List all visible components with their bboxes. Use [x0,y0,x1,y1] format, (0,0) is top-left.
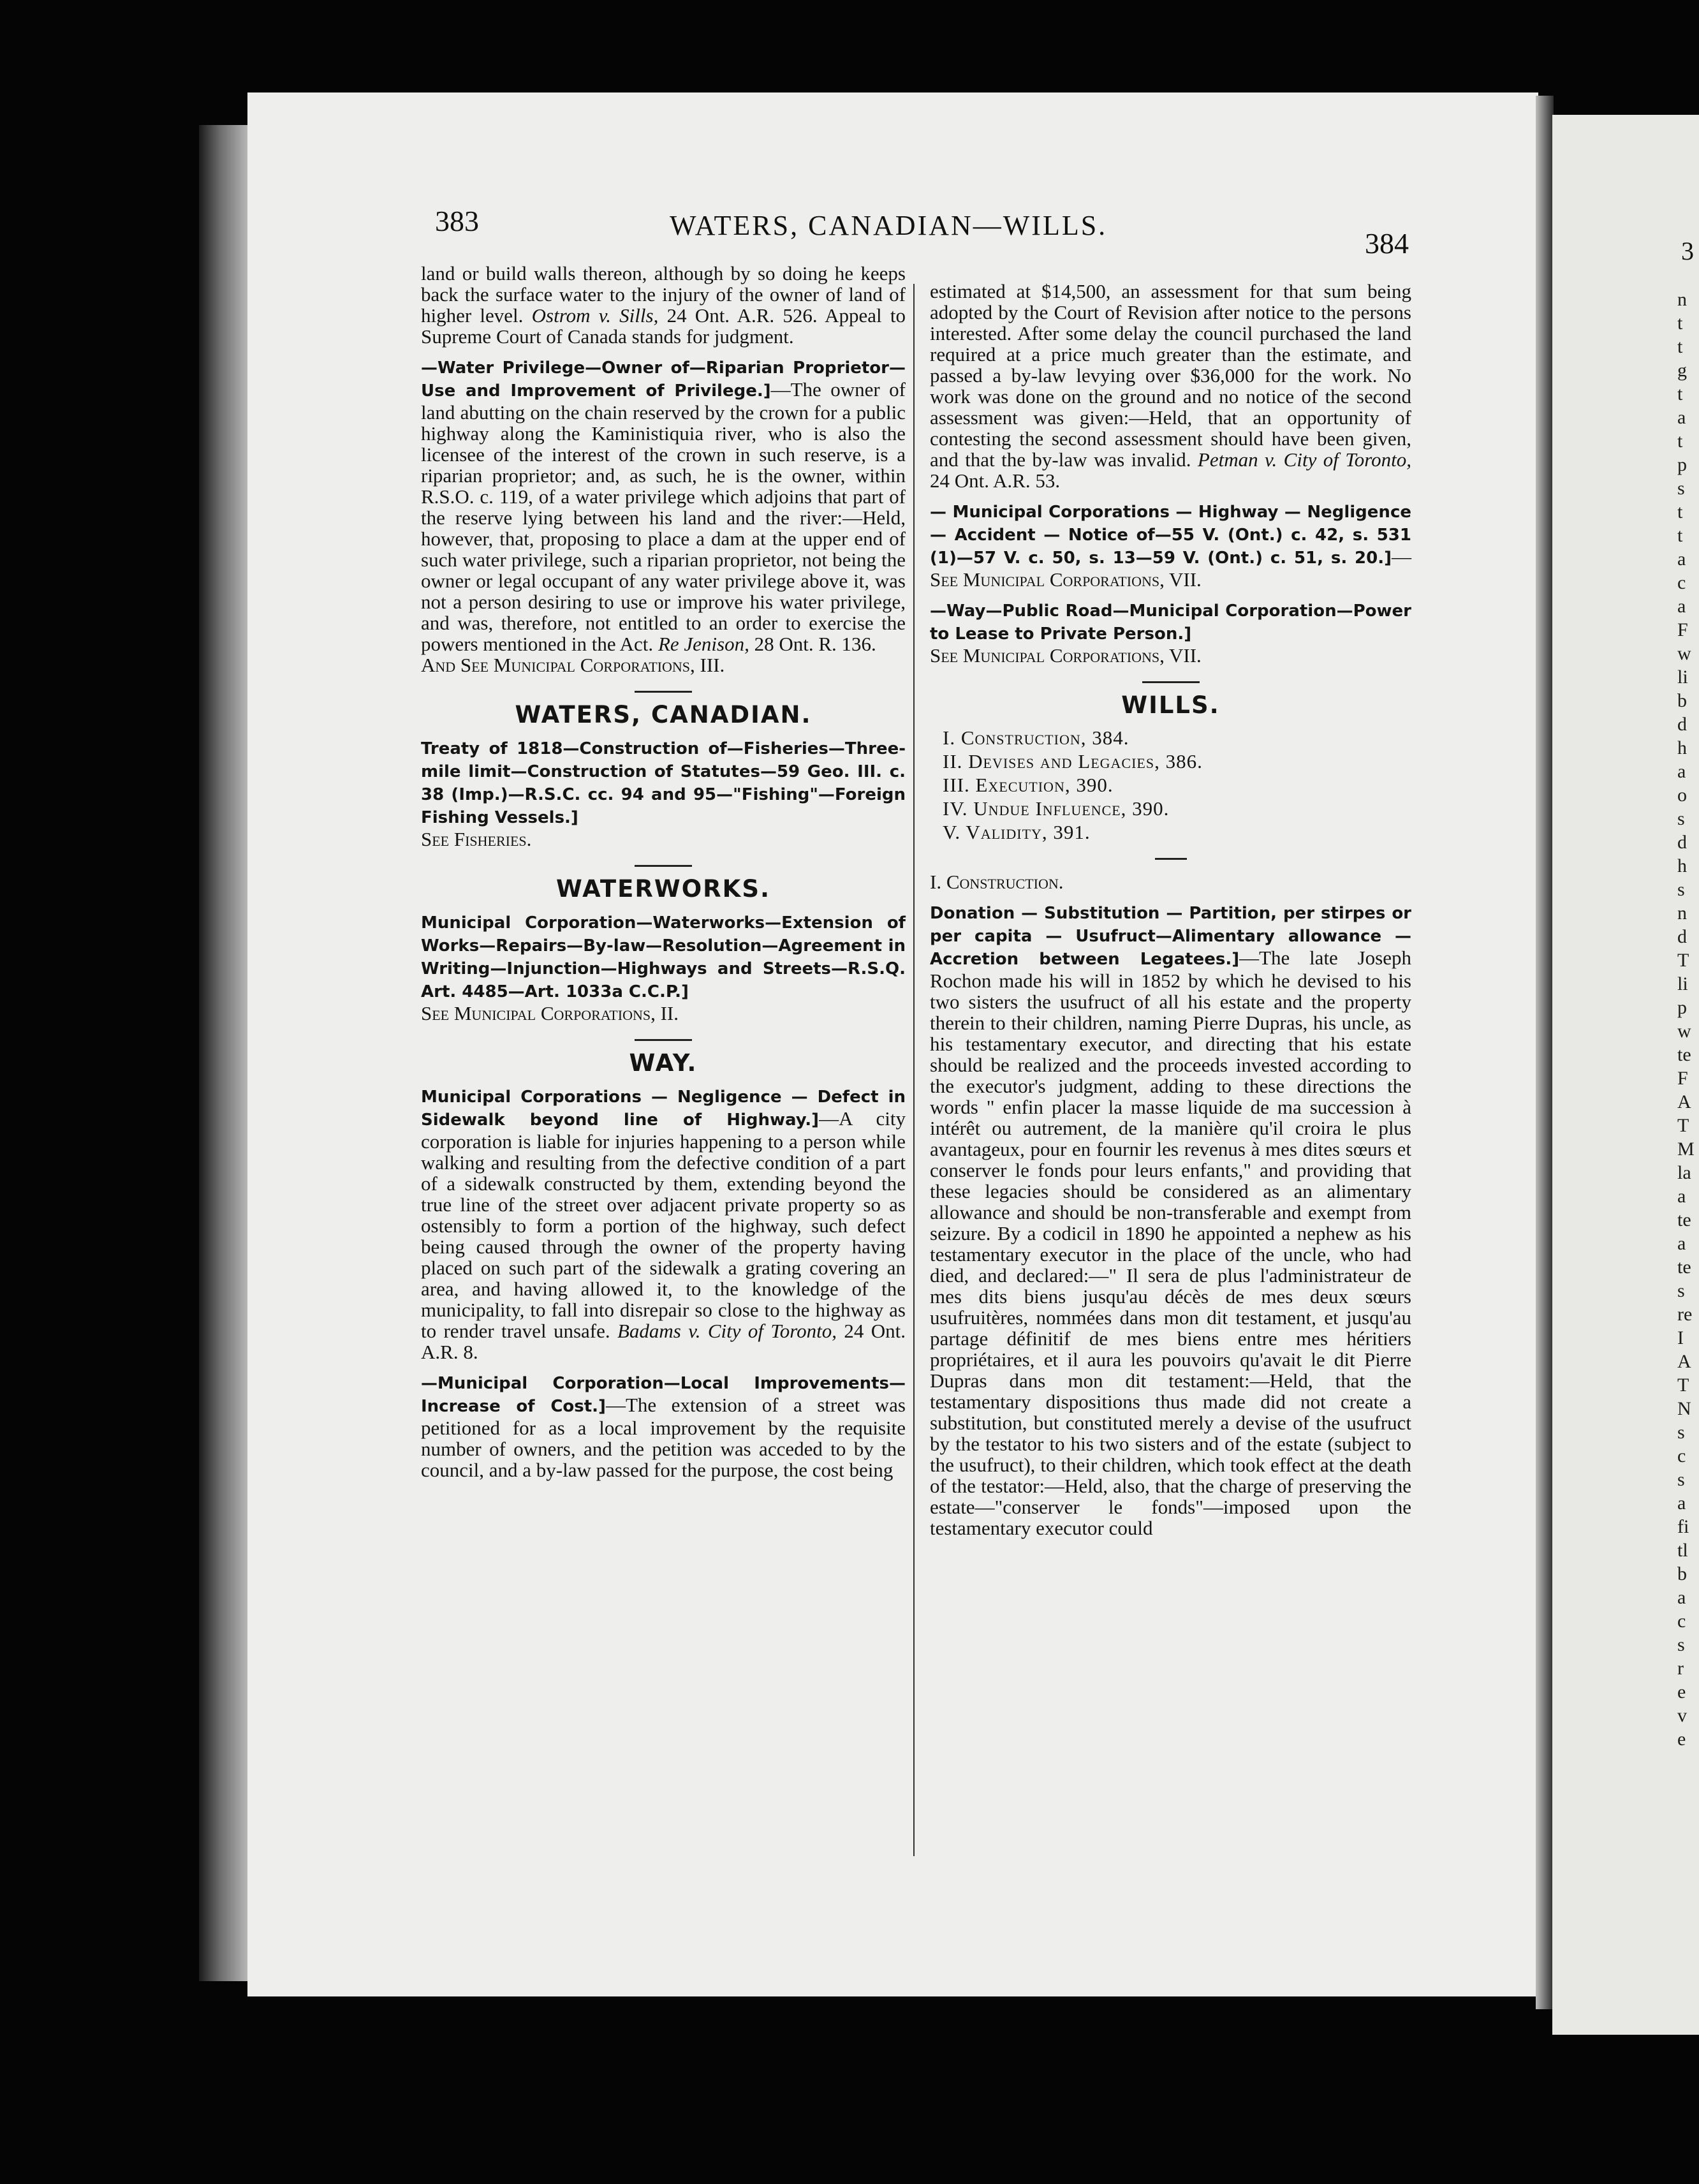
digest-entry-water-privilege [421,356,906,654]
next-page-letter: s [1677,1280,1685,1301]
next-page-letter: a [1677,549,1686,570]
section-rule [635,1039,692,1041]
next-page-letter: s [1677,478,1685,499]
next-page-letter: te [1677,1257,1691,1278]
sub-heading-construction: I. Construction. [930,871,1064,893]
section-rule [635,865,692,867]
entry-text: —A city corporation is liable for injuries happening to a person while walking and resulting from the defective condition of a part of a sidewalk constructed by them, extending beyond the true line of the street over adjacent private property so as ostensibly to form a portion of the highway, such defect being caused through the owner of the property having placed on such part of the sidewalk a grating covering an area, and having allowed it, to the knowledge of the municipality, to fall into disrepair so close to the highway as to render travel unsafe. [421,1107,906,1342]
next-page-letter: tl [1677,1540,1688,1561]
entry-title: Donation — Substitution — Partition, per stirpes or per capita — Usufruct—Alimentary allowance — Accretion between Legatees.] [930,904,1411,969]
next-page-letter: d [1677,926,1687,947]
next-page-letter: te [1677,1044,1691,1065]
next-page-letter: t [1677,501,1683,522]
next-page-letter: F [1677,1068,1688,1089]
next-page-letter: a [1677,1493,1686,1514]
next-page-letter: p [1677,454,1687,475]
right-page-number: 384 [1365,227,1409,260]
next-page-letter: r [1677,1658,1684,1679]
next-page-letter: N [1677,1398,1691,1419]
next-page-letter: li [1677,667,1688,688]
toc-item: I. Construction, 384. [943,727,1129,749]
section-rule [1142,681,1200,683]
next-page-letter: e [1677,1729,1686,1750]
section-rule [635,691,692,693]
next-page-letter: s [1677,879,1685,900]
next-page-letter: T [1677,950,1689,971]
left-page-number: 383 [435,205,479,237]
case-citation: Re Jenison, [658,633,749,655]
next-page-letter: re [1677,1304,1693,1325]
next-page-letter: s [1677,1469,1685,1490]
next-page-letter: w [1677,1021,1691,1042]
digest-entry-sidewalk [421,1085,906,1362]
next-page-letter: A [1677,1091,1691,1112]
entry-text: —The owner of land abutting on the chain reserved by the crown for a public highway along the Kaministiquia river, who is also the licensee of the interest of the crown in such reserve, is a riparian proprietor; and, as such, he is the owner, within R.S.O. c. 119, of a water privilege which adjoins that part of the reserve lying between his land and the river:—Held, however, that, proposing to place a dam at the upper end of such water privilege, such a riparian proprietor, not being the owner or legal occupant of any water privilege above it, was not a person desiring to use or improve his water privilege, and was, therefore, not entitled to an order to exercise the powers mentioned in the Act. [421,378,906,655]
next-page-letter: h [1677,737,1687,758]
next-page-letter: t [1677,383,1683,404]
next-page-letter: te [1677,1209,1691,1230]
next-page-letter: b [1677,1563,1687,1584]
digest-entry-donation [930,901,1411,1538]
cross-reference: See Municipal Corporations, VII. [930,644,1202,667]
next-page-number-fragment: 3 [1681,237,1694,265]
digest-entry-treaty [421,737,906,829]
toc-item: II. Devises and Legacies, 386. [943,750,1203,772]
digest-entry-local-improvements [421,1371,906,1480]
digest-entry-waterworks [421,911,906,1003]
next-page-letter: t [1677,313,1683,334]
paragraph-text: land or build walls thereon, although by so doing he keeps back the surface water to the injury of the owner of land of higher level. [421,262,906,327]
case-citation: Petman v. City of Toronto, [1197,448,1411,471]
next-page-letter: s [1677,1634,1685,1655]
next-page-letter: d [1677,832,1687,853]
next-page-letter: p [1677,997,1687,1018]
next-page-letter: t [1677,431,1683,452]
next-page-letter: M [1677,1139,1695,1160]
next-page-letter: d [1677,714,1687,735]
toc-item: III. Execution, 390. [943,774,1114,796]
next-page-letter: a [1677,1186,1686,1207]
heading-waterworks: WATERWORKS. [555,875,771,903]
wills-table-of-contents [943,727,1411,843]
entry-title: Municipal Corporation—Waterworks—Extension of Works—Repairs—By-law—Resolution—Agreement in Writing—Injunction—Highways and Streets—R.S.Q. Art. 4485—Art. 1033a C.C.P.] [421,913,906,1001]
entry-text: —The extension of a street was petitioned for as a local improvement by the requisite number of owners, and the petition was acceded to by the council, and a by-law passed for the purpose, the cost being [421,1394,906,1481]
heading-way: WAY. [629,1049,698,1077]
cross-reference: And See Municipal Corporations, III. [421,654,725,676]
running-head: WATERS, CANADIAN—WILLS. [670,210,1108,241]
next-page-letter: T [1677,1375,1689,1396]
entry-title: Treaty of 1818—Construction of—Fisheries—Three-mile limit—Construction of Statutes—59 Geo. III. c. 38 (Imp.)—R.S.C. cc. 94 and 95—"Fishing"—Foreign Fishing Vessels.] [421,739,906,827]
next-page-letter: A [1677,1351,1691,1372]
continued-paragraph [930,281,1411,491]
next-page-letter: T [1677,1115,1689,1136]
citation-tail: 24 Ont. A.R. 53. [930,469,1061,492]
next-page-letter: I [1677,1327,1684,1348]
citation-tail: 24 Ont. A.R. 526. Appeal to Supreme Court of Canada stands for judgment. [421,304,906,348]
next-page-letter: n [1677,903,1687,924]
section-rule [1155,858,1187,860]
next-page-letter: e [1677,1681,1686,1702]
next-page-letter: a [1677,1233,1686,1254]
next-page-letter: la [1677,1162,1691,1183]
cross-reference: —See Municipal Corporations, VII. [930,545,1411,591]
next-page-letter: c [1677,572,1686,593]
paragraph-text: estimated at $14,500, an assessment for that sum being adopted by the Court of Revision after notice to the persons interested. After some delay the council purchased the land required at a price much greater than the estimate, and passed a by-law levying over $36,000 for the work. No work was done on the ground and no notice of the second assessment was given:—Held, that an opportunity of contesting the second assessment should have been given, and that the by-law was invalid. [930,280,1411,471]
toc-item: IV. Undue Influence, 390. [943,797,1170,820]
heading-waters-canadian: WATERS, CANADIAN. [515,701,812,728]
next-page-letter: b [1677,690,1687,711]
next-page-letter: o [1677,785,1687,806]
next-page-letter: s [1677,808,1685,829]
left-column [421,263,906,1480]
cross-reference: See Fisheries. [421,828,532,850]
case-citation: Badams v. City of Toronto, [617,1320,837,1342]
next-page-letter: c [1677,1611,1686,1632]
cross-reference: See Municipal Corporations, II. [421,1002,679,1024]
digest-entry-public-road [930,599,1411,645]
next-page-letter: a [1677,407,1686,428]
next-page-letter: h [1677,855,1687,876]
next-page-letter: fi [1677,1516,1689,1537]
next-page-letter: n [1677,289,1687,310]
case-citation: Ostrom v. Sills, [531,304,659,327]
next-page-letter: F [1677,619,1688,640]
entry-title: —Water Privilege—Owner of—Riparian Proprietor—Use and Improvement of Privilege.] [421,358,906,401]
next-page-letter: v [1677,1705,1687,1726]
next-page-letter: s [1677,1422,1685,1443]
next-page-letter: a [1677,596,1686,617]
next-page-letter: t [1677,336,1683,357]
next-page-letter: c [1677,1445,1686,1466]
right-column [930,281,1411,1538]
entry-title: — Municipal Corporations — Highway — Negligence — Accident — Notice of—55 V. (Ont.) c. 42, s. 531 (1)—57 V. c. 50, s. 13—59 V. (Ont.) c. 51, s. 20.] [930,503,1411,568]
next-page-letter: a [1677,1587,1686,1608]
column-divider [913,284,915,1856]
book-spine-edge [199,125,250,1981]
entry-title: Municipal Corporations — Negligence — Defect in Sidewalk beyond line of Highway.] [421,1088,906,1130]
next-page-letter: g [1677,360,1687,381]
page-gutter [1536,96,1554,2009]
entry-title: —Way—Public Road—Municipal Corporation—Power to Lease to Private Person.] [930,601,1411,644]
entry-title: —Municipal Corporation—Local Improvements—Increase of Cost.] [421,1374,906,1416]
next-page-letter: a [1677,761,1686,782]
next-page-letter: li [1677,973,1688,994]
continued-paragraph [421,263,906,347]
next-page-letter: t [1677,525,1683,546]
citation-tail: 24 Ont. A.R. 8. [421,1320,906,1363]
entry-text: —The late Joseph Rochon made his will in 1852 by which he devised to his two sisters the usufruct of all his estate and the property therein to their children, naming Pierre Dupras, his uncle, as his testamentary executor, and directing that his estate should be realized and the proceeds invested according to the executor's judgment, adding to these directions the words " enfin placer la masse liquide de ma succession à intérêt ou autrement, de la manière qu'il croira le plus avantageux, pour en fournir les revenus à mes dites sœurs et conserver le fonds pour leurs enfants," and providing that these legacies should be considered as an alimentary allowance and should be non-transferable and exempt from seizure. By a codicil in 1890 he appointed a nephew as his testamentary executor in the place of the uncle, who had died, and declared:—" Il sera de plus l'administrateur de mes dits biens jusqu'au décès de mes deux sœurs usufruitères, nommées dans mon dit testament, et jusqu'au partage définitif de mes biens entre mes héritiers propriétaires, et il aura les pouvoirs qu'avait le dit Pierre Dupras dans mon dit testament:—Held, that the testamentary dispositions thus made did not create a substitution, but constituted merely a devise of the usufruct by the testator to his two sisters and of the estate (subject to the usufruct), to their children, which took effect at the death of the testator:—Held, also, that the charge of preserving the estate—"conserver le fonds"—imposed upon the testamentary executor could [930,947,1411,1539]
citation-tail: 28 Ont. R. 136. [754,633,876,655]
next-page-letter: w [1677,643,1691,664]
toc-item: V. Validity, 391. [943,821,1091,843]
digest-entry-highway-negligence [930,500,1411,590]
heading-wills: WILLS. [1121,691,1220,719]
